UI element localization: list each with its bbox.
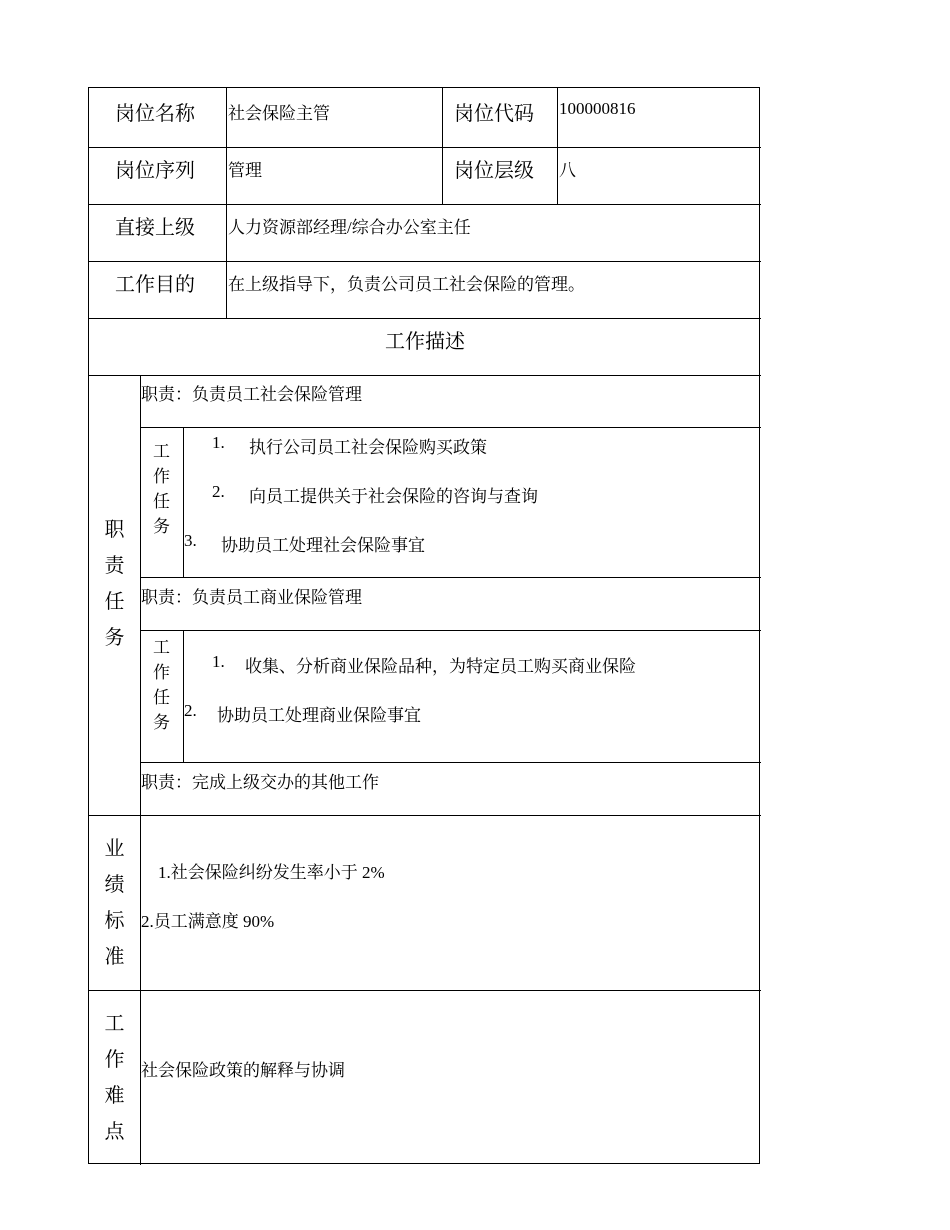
- post-code-label: 岗位代码: [454, 103, 534, 125]
- task-label: 工 作 任 务: [153, 442, 170, 536]
- task-text: 协助员工处理商业保险事宜: [217, 706, 421, 725]
- task-text: 执行公司员工社会保险购买政策: [249, 438, 487, 457]
- post-name-label: 岗位名称: [115, 103, 195, 125]
- duties-label-char: 任: [104, 591, 125, 613]
- task-number: 1.: [212, 652, 225, 671]
- duties-label-char: 责: [104, 555, 125, 577]
- performance-label: 业 绩 标 准: [104, 838, 125, 968]
- post-name-value: 社会保险主管: [228, 104, 330, 123]
- purpose-label: 工作目的: [115, 274, 195, 296]
- task-text: 协助员工处理社会保险事宜: [221, 536, 425, 555]
- task-label: 工 作 任 务: [153, 638, 170, 732]
- duty-title: 职责：完成上级交办的其他工作: [141, 773, 379, 792]
- post-level-value: 八: [559, 161, 576, 180]
- duty-title: 职责：负责员工商业保险管理: [141, 588, 362, 607]
- difficulty-text: 社会保险政策的解释与协调: [141, 1061, 345, 1080]
- task-text: 收集、分析商业保险品种，为特定员工购买商业保险: [245, 657, 636, 676]
- difficulty-label: 工 作 难 点: [104, 1013, 125, 1143]
- duties-label-char: 职: [104, 519, 125, 541]
- task-text: 向员工提供关于社会保险的咨询与查询: [249, 487, 538, 506]
- task-number: 2.: [212, 482, 225, 501]
- post-level-label: 岗位层级: [454, 160, 534, 182]
- duties-label-char: 务: [104, 627, 125, 649]
- performance-item: 1.社会保险纠纷发生率小于 2%: [158, 863, 385, 882]
- supervisor-value: 人力资源部经理/综合办公室主任: [228, 218, 471, 237]
- post-sequence-label: 岗位序列: [115, 160, 195, 182]
- task-number: 2.: [184, 701, 197, 720]
- post-sequence-value: 管理: [228, 161, 262, 180]
- description-title: 工作描述: [385, 331, 465, 353]
- purpose-value: 在上级指导下，负责公司员工社会保险的管理。: [228, 275, 585, 294]
- performance-item: 2.员工满意度 90%: [141, 912, 275, 931]
- post-code-value: 100000816: [559, 99, 636, 118]
- task-number: 1.: [212, 433, 225, 452]
- duty-title: 职责：负责员工社会保险管理: [141, 385, 362, 404]
- duties-section-label: [89, 512, 140, 656]
- job-description-form: [88, 87, 760, 1164]
- task-number: 3.: [184, 531, 197, 550]
- supervisor-label: 直接上级: [115, 217, 195, 239]
